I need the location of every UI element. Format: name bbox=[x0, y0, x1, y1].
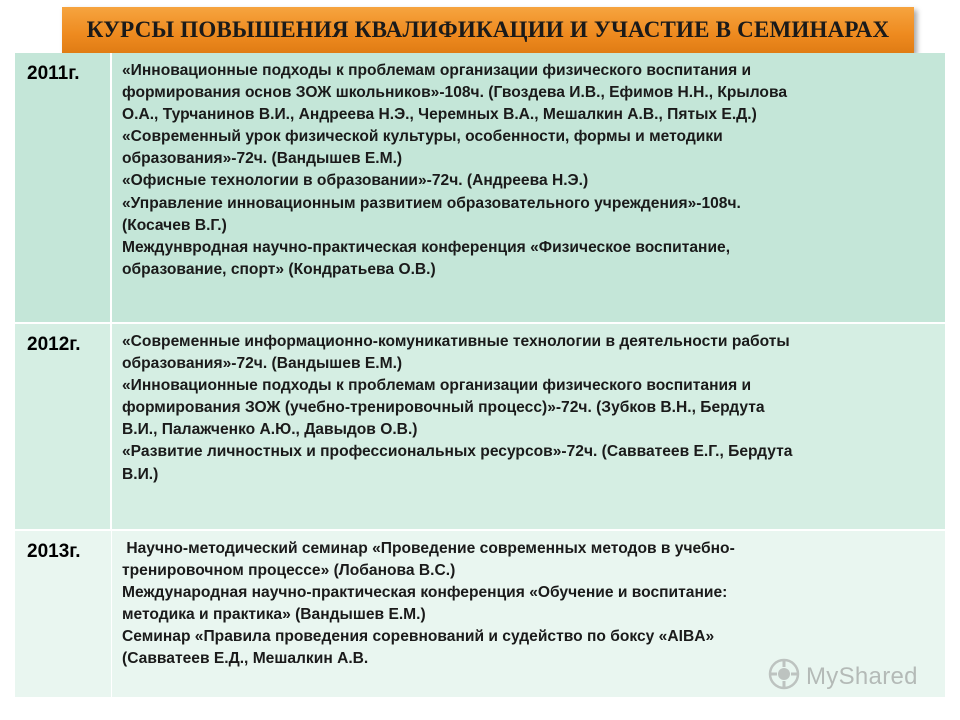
year-cell bbox=[15, 53, 111, 322]
title-banner bbox=[62, 7, 914, 53]
course-line: образования»-72ч. (Вандышев Е.М.) bbox=[122, 150, 403, 168]
course-line: «Современные информационно-комуникативные технологии в деятельности работы bbox=[122, 333, 790, 350]
course-line: В.И.) bbox=[122, 465, 159, 483]
course-list-cell bbox=[111, 53, 945, 322]
page-title: КУРСЫ ПОВЫШЕНИЯ КВАЛИФИКАЦИИ И УЧАСТИЕ В СЕМИНАРАХ bbox=[86, 17, 890, 42]
course-line: Междунвродная научно-практическая конференция «Физическое воспитание, bbox=[122, 238, 731, 256]
table-row-2012 bbox=[15, 324, 945, 529]
course-line: О.А., Турчанинов В.И., Андреева Н.Э., Черемных В.А., Мешалкин А.В., Пятых Е.Д.) bbox=[122, 106, 757, 124]
course-line: «Развитие личностных и профессиональных ресурсов»-72ч. (Савватеев Е.Г., Бердута bbox=[122, 443, 793, 461]
watermark-text: MyShared bbox=[806, 662, 918, 690]
year-cell bbox=[15, 324, 111, 529]
course-list-cell bbox=[111, 324, 945, 529]
watermark bbox=[768, 658, 918, 695]
course-line: образование, спорт» (Кондратьева О.В.) bbox=[122, 260, 436, 278]
course-line: Семинар «Правила проведения соревнований и судейство по боксу «AIBA» bbox=[122, 628, 715, 646]
course-line: Научно-методический семинар «Проведение современных методов в учебно- bbox=[122, 540, 735, 557]
course-line: «Инновационные подходы к проблемам организации физического воспитания и bbox=[122, 377, 752, 395]
course-line: «Офисные технологии в образовании»-72ч. (Андреева Н.Э.) bbox=[122, 172, 589, 190]
course-line: (Савватеев Е.Д., Мешалкин А.В. bbox=[122, 650, 369, 668]
course-line: методика и практика» (Вандышев Е.М.) bbox=[122, 606, 426, 624]
course-line: формирования основ ЗОЖ школьников»-108ч. (Гвоздева И.В., Ефимов Н.Н., Крылова bbox=[122, 84, 788, 102]
course-line: Международная научно-практическая конференция «Обучение и воспитание: bbox=[122, 584, 728, 602]
course-line: «Управление инновационным развитием образовательного учреждения»-108ч. bbox=[122, 194, 741, 212]
course-line: «Инновационные подходы к проблемам организации физического воспитания и bbox=[122, 62, 752, 79]
course-line: (Косачев В.Г.) bbox=[122, 216, 227, 234]
year-label: 2011г. bbox=[27, 63, 80, 84]
year-label: 2012г. bbox=[27, 334, 81, 355]
myshared-logo-icon bbox=[768, 658, 800, 695]
year-label: 2013г. bbox=[27, 541, 81, 562]
course-line: В.И., Палажченко А.Ю., Давыдов О.В.) bbox=[122, 421, 418, 439]
course-line: образования»-72ч. (Вандышев Е.М.) bbox=[122, 355, 403, 373]
table-row-2011 bbox=[15, 53, 945, 322]
course-line: «Современный урок физической культуры, особенности, формы и методики bbox=[122, 128, 723, 146]
course-line: формирования ЗОЖ (учебно-тренировочный процесс)»-72ч. (Зубков В.Н., Бердута bbox=[122, 399, 765, 417]
course-line: тренировочном процессе» (Лобанова В.С.) bbox=[122, 562, 456, 580]
year-cell bbox=[15, 531, 111, 697]
